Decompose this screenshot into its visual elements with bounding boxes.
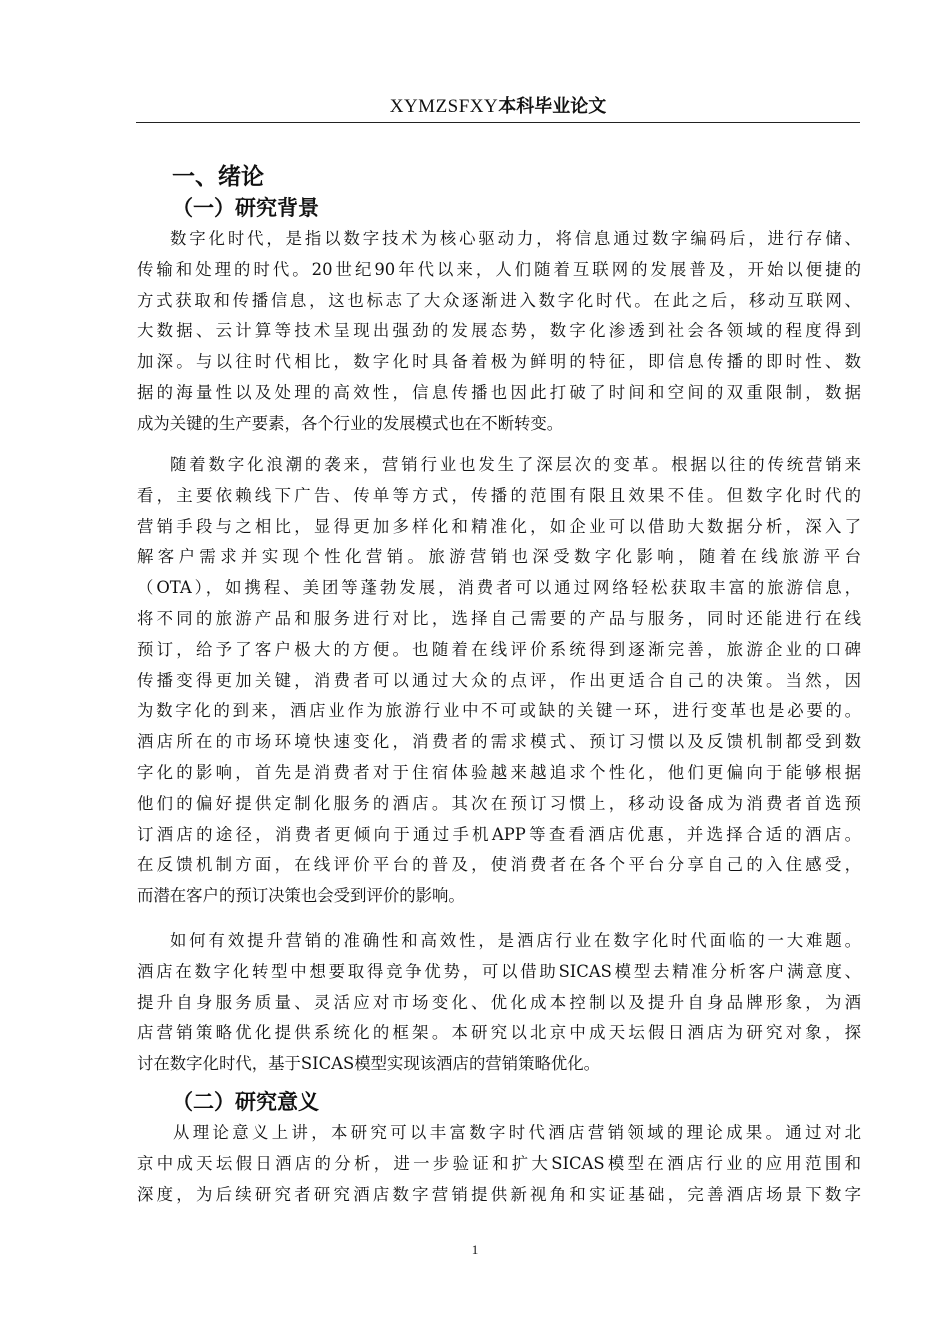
text-line: 从理论意义上讲，本研究可以丰富数字时代酒店营销领域的理论成果。通过对北	[173, 1123, 861, 1142]
text-line: 订酒店的途径，消费者更倾向于通过手机APP等查看酒店优惠，并选择合适的酒店。	[137, 824, 861, 844]
text-line: 加深。与以往时代相比，数字化时具备着极为鲜明的特征，即信息传播的即时性、数	[137, 352, 861, 372]
header-title: 本科毕业论文	[498, 96, 607, 117]
text-line: 在反馈机制方面，在线评价平台的普及，使消费者在各个平台分享自己的入住感受，	[137, 855, 861, 875]
text-line: 京中成天坛假日酒店的分析，进一步验证和扩大SICAS模型在酒店行业的应用范围和	[137, 1153, 861, 1173]
section-title-background: （一）研究背景	[172, 196, 319, 220]
text-line: 随着数字化浪潮的袭来，营销行业也发生了深层次的变革。根据以往的传统营销来	[170, 455, 861, 474]
text-line: 解客户需求并实现个性化营销。旅游营销也深受数字化影响，随着在线旅游平台	[137, 547, 861, 567]
text-line: 传播变得更加关键，消费者可以通过大众的点评，作出更适合自己的决策。当然，因	[137, 670, 861, 690]
text-line: 大数据、云计算等技术呈现出强劲的发展态势，数字化渗透到社会各领域的程度得到	[137, 321, 861, 341]
chapter-title: 一、绪论	[172, 164, 264, 190]
text-line: 营销手段与之相比，显得更加多样化和精准化，如企业可以借助大数据分析，深入了	[137, 516, 861, 536]
text-line: 而潜在客户的预订决策也会受到评价的影响。	[137, 886, 465, 906]
text-line: 传输和处理的时代。20世纪90年代以来，人们随着互联网的发展普及，开始以便捷的	[137, 259, 861, 279]
paragraph-background-3	[137, 926, 861, 1080]
paragraph-background-2	[137, 450, 861, 912]
text-line: 字化的影响，首先是消费者对于住宿体验越来越追求个性化，他们更偏向于能够根据	[137, 762, 861, 782]
header-latin: XYMZSFXY	[389, 96, 499, 117]
running-header	[136, 92, 860, 122]
paragraph-background-1	[137, 224, 861, 440]
text-line: 提升自身服务质量、灵活应对市场变化、优化成本控制以及提升自身品牌形象，为酒	[137, 992, 861, 1012]
text-line: 如何有效提升营销的准确性和高效性，是酒店行业在数字化时代面临的一大难题。	[170, 931, 861, 950]
text-line: 看，主要依赖线下广告、传单等方式，传播的范围有限且效果不佳。但数字化时代的	[137, 485, 861, 505]
text-line: 酒店所在的市场环境快速变化，消费者的需求模式、预订习惯以及反馈机制都受到数	[137, 732, 861, 752]
text-line: 数字化时代，是指以数字技术为核心驱动力，将信息通过数字编码后，进行存储、	[170, 229, 861, 248]
paragraph-significance-1	[137, 1118, 861, 1210]
text-line: （OTA），如携程、美团等蓬勃发展，消费者可以通过网络轻松获取丰富的旅游信息，	[137, 578, 861, 598]
text-line: 为数字化的到来，酒店业作为旅游行业中不可或缺的关键一环，进行变革也是必要的。	[137, 701, 861, 721]
text-line: 据的海量性以及处理的高效性，信息传播也因此打破了时间和空间的双重限制，数据	[137, 382, 861, 402]
page-number: 1	[471, 1242, 479, 1257]
text-line: 酒店在数字化转型中想要取得竞争优势，可以借助SICAS模型去精准分析客户满意度、	[137, 961, 861, 981]
text-line: 将不同的旅游产品和服务进行对比，选择自己需要的产品与服务，同时还能进行在线	[137, 608, 861, 628]
text-line: 预订，给予了客户极大的方便。也随着在线评价系统得到逐渐完善，旅游企业的口碑	[137, 639, 861, 659]
text-line: 他们的偏好提供定制化服务的酒店。其次在预订习惯上，移动设备成为消费者首选预	[137, 793, 861, 813]
text-line: 讨在数字化时代，基于SICAS模型实现该酒店的营销策略优化。	[137, 1054, 601, 1074]
header-rule	[136, 122, 860, 123]
text-line: 店营销策略优化提供系统化的框架。本研究以北京中成天坛假日酒店为研究对象，探	[137, 1023, 861, 1043]
text-line: 成为关键的生产要素，各个行业的发展模式也在不断转变。	[137, 413, 564, 433]
section-title-significance: （二）研究意义	[172, 1090, 319, 1114]
text-line: 方式获取和传播信息，这也标志了大众逐渐进入数字化时代。在此之后，移动互联网、	[137, 290, 861, 310]
text-line: 深度，为后续研究者研究酒店数字营销提供新视角和实证基础，完善酒店场景下数字	[137, 1184, 861, 1204]
